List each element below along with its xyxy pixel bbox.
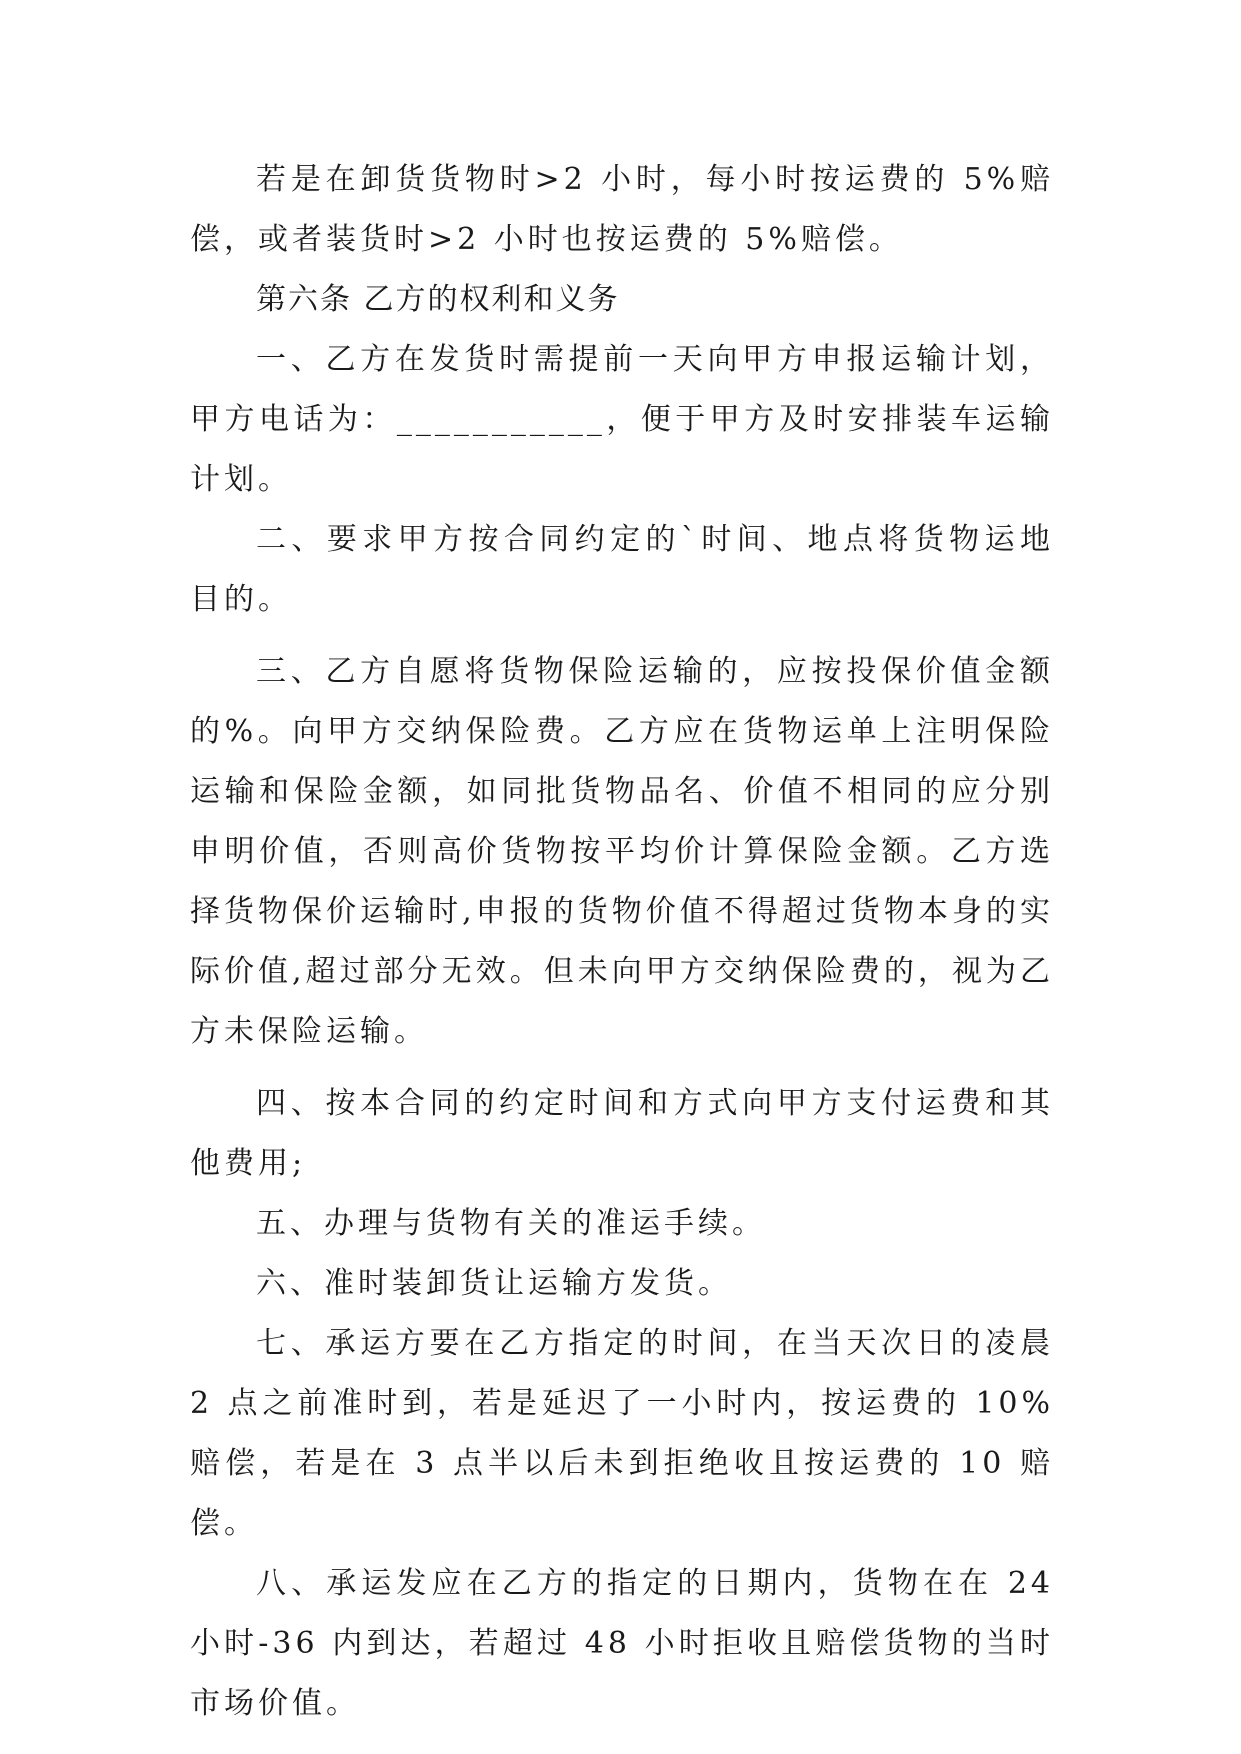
paragraph-item-2: 二、要求甲方按合同约定的`时间、地点将货物运地目的。 bbox=[190, 522, 1054, 617]
paragraph-item-4: 四、按本合同的约定时间和方式向甲方支付运费和其他费用; bbox=[190, 1086, 1054, 1181]
paragraph-item-6: 六、准时装卸货让运输方发货。 bbox=[256, 1266, 732, 1301]
paragraph-unloading-compensation: 若是在卸货货物时>2 小时，每小时按运费的 5%赔偿，或者装货时>2 小时也按运费的 5%赔偿。 bbox=[190, 162, 1054, 257]
paragraph-item-3: 三、乙方自愿将货物保险运输的，应按投保价值金额的%。向甲方交纳保险费。乙方应在货物运单上注明保险运输和保险金额，如同批货物品名、价值不相同的应分别申明价值，否则高价货物按平均价计算保险金额。乙方选择货物保价运输时,申报的货物价值不得超过货物本身的实际价值,超过部分无效。但未向甲方交纳保险费的，视为乙方未保险运输。 bbox=[190, 654, 1054, 1049]
section-heading-article-6: 第六条 乙方的权利和义务 bbox=[256, 282, 620, 317]
document-page bbox=[190, 150, 1054, 1734]
paragraph-item-1: 一、乙方在发货时需提前一天向甲方申报运输计划，甲方电话为：___________，便于甲方及时安排装车运输计划。 bbox=[190, 342, 1054, 497]
paragraph-item-5: 五、办理与货物有关的准运手续。 bbox=[256, 1206, 766, 1241]
paragraph-item-7: 七、承运方要在乙方指定的时间，在当天次日的凌晨 2 点之前准时到，若是延迟了一小时内，按运费的 10%赔偿，若是在 3 点半以后未到拒绝收且按运费的 10 赔偿。 bbox=[190, 1326, 1054, 1541]
paragraph-item-8: 八、承运发应在乙方的指定的日期内，货物在在 24 小时-36 内到达，若超过 48 小时拒收且赔偿货物的当时市场价值。 bbox=[190, 1566, 1054, 1721]
